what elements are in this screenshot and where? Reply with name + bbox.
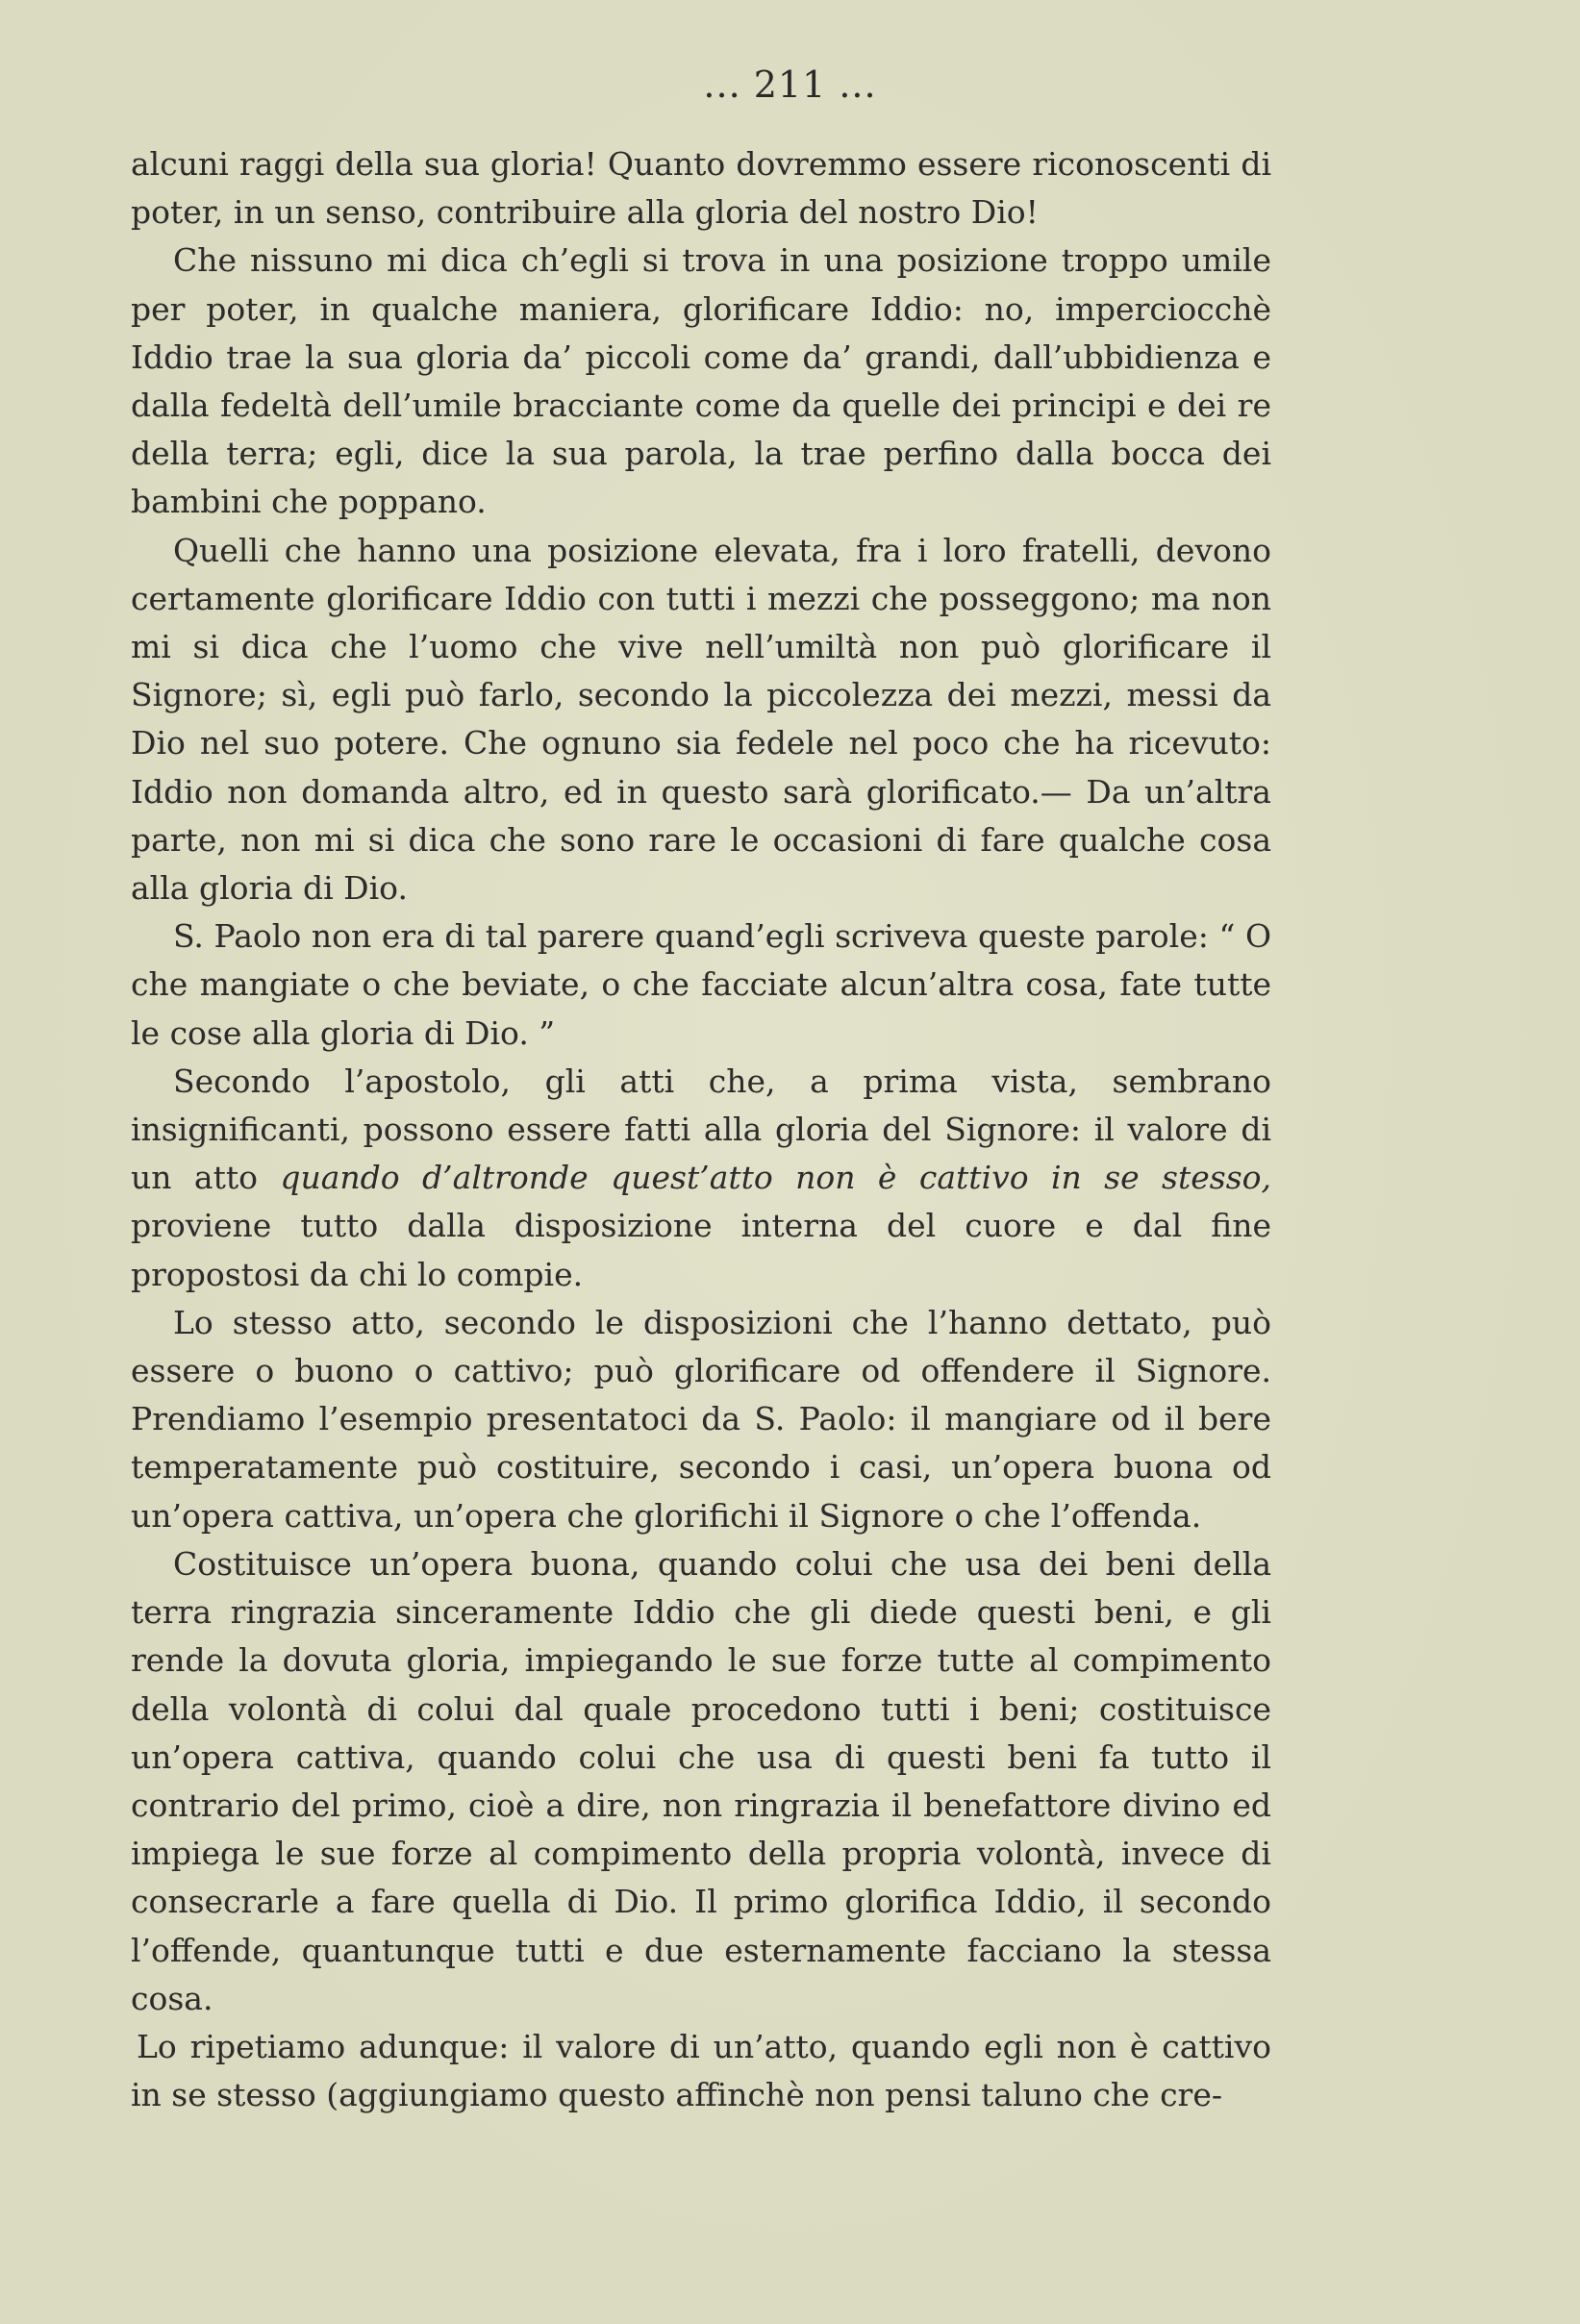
paragraph-5-end: proviene tutto dalla disposizione interna del cuore e dal fine propostosi da chi lo compie. — [131, 1207, 1271, 1293]
paragraph-5-start: Secondo l’apostolo, gli atti che, a prima vista, sembrano insignificanti, possono essere fatti alla gloria del Signore: il valore di un atto — [131, 1062, 1271, 1197]
paragraph-6: Lo stesso atto, secondo le disposizioni che l’hanno dettato, può essere o buono o cattivo; può glorificare od offendere il Signore. Prendiamo l’esempio presentatoci da S. Paolo: il mangiare od il bere temperatamente può costituire, secondo i casi, un’opera buona od un’opera cattiva, un’opera che glorifichi il Signore o che l’offenda. — [131, 1303, 1271, 1535]
paragraph-5 — [131, 1058, 1271, 1299]
paragraph-7: Costituisce un’opera buona, quando colui che usa dei beni della terra ringrazia sinceramente Iddio che gli diede questi beni, e gli rende la dovuta gloria, impiegando le sue forze tutte al compimento della volontà di colui dal quale procedono tutti i beni; costituisce un’opera cattiva, quando colui che usa di questi beni fa tutto il contrario del primo, cioè a dire, non ringrazia il benefattore divino ed impiega le sue forze al compimento della propria volontà, invece di consecrarle a fare quella di Dio. Il primo glorifica Iddio, il secondo l’offende, quantunque tutti e due esternamente facciano la stessa cosa. — [131, 1544, 1271, 2017]
paragraph-8: Lo ripetiamo adunque: il valore di un’atto, quando egli non è cattivo in se stesso (aggiungiamo questo affinchè non pensi taluno che cre- — [131, 2027, 1271, 2114]
paragraph-2: Che nissuno mi dica ch’egli si trova in una posizione troppo umile per poter, in qualche maniera, glorificare Iddio: no, imperciocchè Iddio trae la sua gloria da’ piccoli come da’ grandi, dall’ubbidienza e dalla fedeltà dell’umile bracciante come da quelle dei principi e dei re della terra; egli, dice la sua parola, la trae perfino dalla bocca dei bambini che poppano. — [131, 241, 1271, 521]
paragraph-5-italic: quando d’altronde quest’atto non è cattivo in se stesso, — [280, 1159, 1271, 1197]
body-text — [131, 140, 1271, 2119]
paragraph-3: Quelli che hanno una posizione elevata, fra i loro fratelli, devono certamente glorificare Iddio con tutti i mezzi che posseggono; ma non mi si dica che l’uomo che vive nell’umiltà non può glorificare il Signore; sì, egli può farlo, secondo la piccolezza dei mezzi, messi da Dio nel suo potere. Che ognuno sia fedele nel poco che ha ricevuto: Iddio non domanda altro, ed in questo sarà glorificato.— Da un’altra parte, non mi si dica che sono rare le occasioni di fare qualche cosa alla gloria di Dio. — [131, 531, 1271, 908]
paragraph-1: alcuni raggi della sua gloria! Quanto dovremmo essere riconoscenti di poter, in un senso, contribuire alla gloria del nostro Dio! — [131, 145, 1271, 232]
paragraph-4: S. Paolo non era di tal parere quand’egli scriveva queste parole: “ O che mangiate o che beviate, o che facciate alcun’altra cosa, fate tutte le cose alla gloria di Dio. ” — [131, 917, 1271, 1052]
page-number: ... 211 ... — [703, 63, 877, 106]
